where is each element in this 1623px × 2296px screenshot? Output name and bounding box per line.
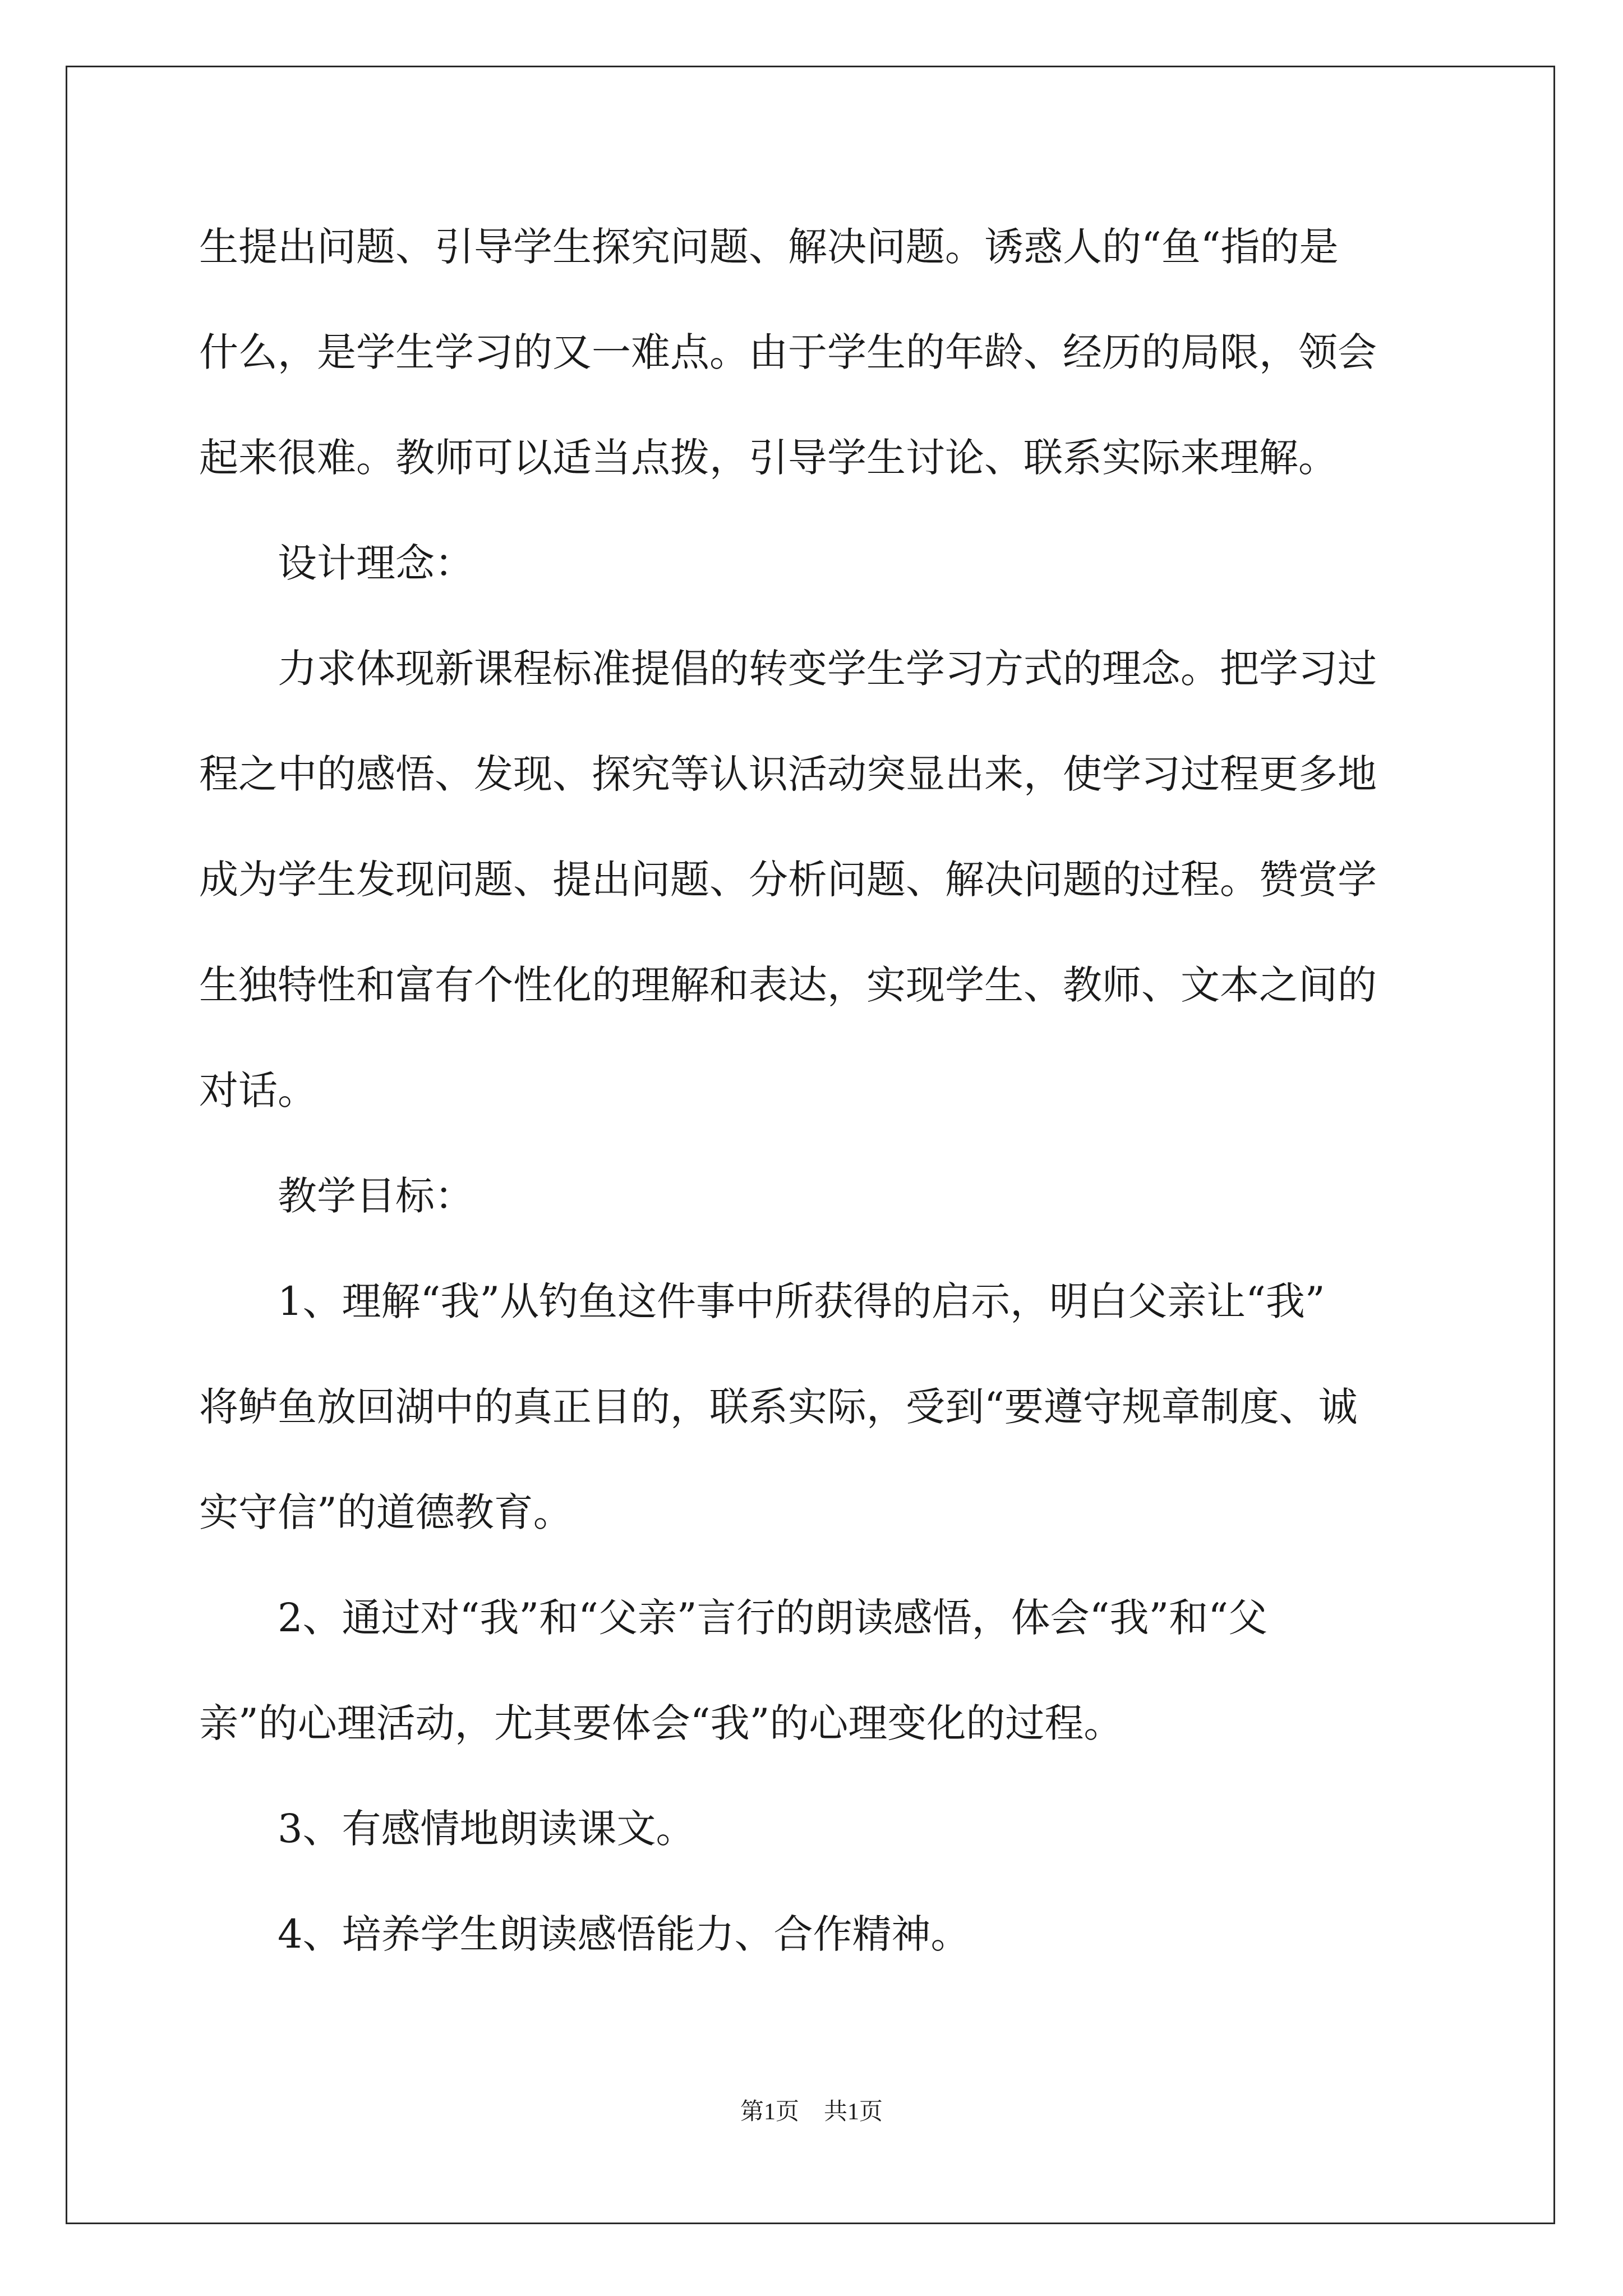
- page-footer: [0, 2095, 1623, 2129]
- text-line: 生提出问题、引导学生探究问题、解决问题。诱惑人的“鱼“指的是: [199, 224, 1339, 270]
- text-line: 什么，是学生学习的又一难点。由于学生的年龄、经历的局限，领会: [199, 329, 1377, 375]
- section-heading-teaching-goals: 教学目标：: [278, 1173, 474, 1219]
- text-line: 3、有感情地朗读课文。: [278, 1806, 695, 1852]
- text-line: 将鲈鱼放回湖中的真正目的，联系实际，受到“要遵守规章制度、诚: [199, 1384, 1358, 1430]
- text-line: 实守信”的道德教育。: [199, 1489, 573, 1535]
- page-border: [66, 66, 1555, 2224]
- section-heading-design-concept: 设计理念：: [278, 540, 474, 586]
- text-line: 对话。: [199, 1068, 317, 1114]
- text-line: 成为学生发现问题、提出问题、分析问题、解决问题的过程。赞赏学: [199, 857, 1377, 903]
- text-line: 1、理解“我”从钓鱼这件事中所获得的启示，明白父亲让“我”: [278, 1278, 1325, 1324]
- page-number-current: 第1页: [740, 2099, 799, 2125]
- text-line: 亲”的心理活动，尤其要体会“我”的心理变化的过程。: [199, 1700, 1123, 1746]
- page-number-total: 共1页: [824, 2099, 883, 2125]
- text-line: 4、培养学生朗读感悟能力、合作精神。: [278, 1911, 970, 1957]
- text-line: 起来很难。教师可以适当点拨，引导学生讨论、联系实际来理解。: [199, 435, 1338, 481]
- text-line: 程之中的感悟、发现、探究等认识活动突显出来，使学习过程更多地: [199, 751, 1377, 797]
- text-line: 2、通过对“我”和“父亲”言行的朗读感悟，体会“我”和“父: [278, 1595, 1268, 1641]
- text-line: 生独特性和富有个性化的理解和表达，实现学生、教师、文本之间的: [199, 962, 1377, 1008]
- text-line: 力求体现新课程标准提倡的转变学生学习方式的理念。把学习过: [278, 646, 1377, 692]
